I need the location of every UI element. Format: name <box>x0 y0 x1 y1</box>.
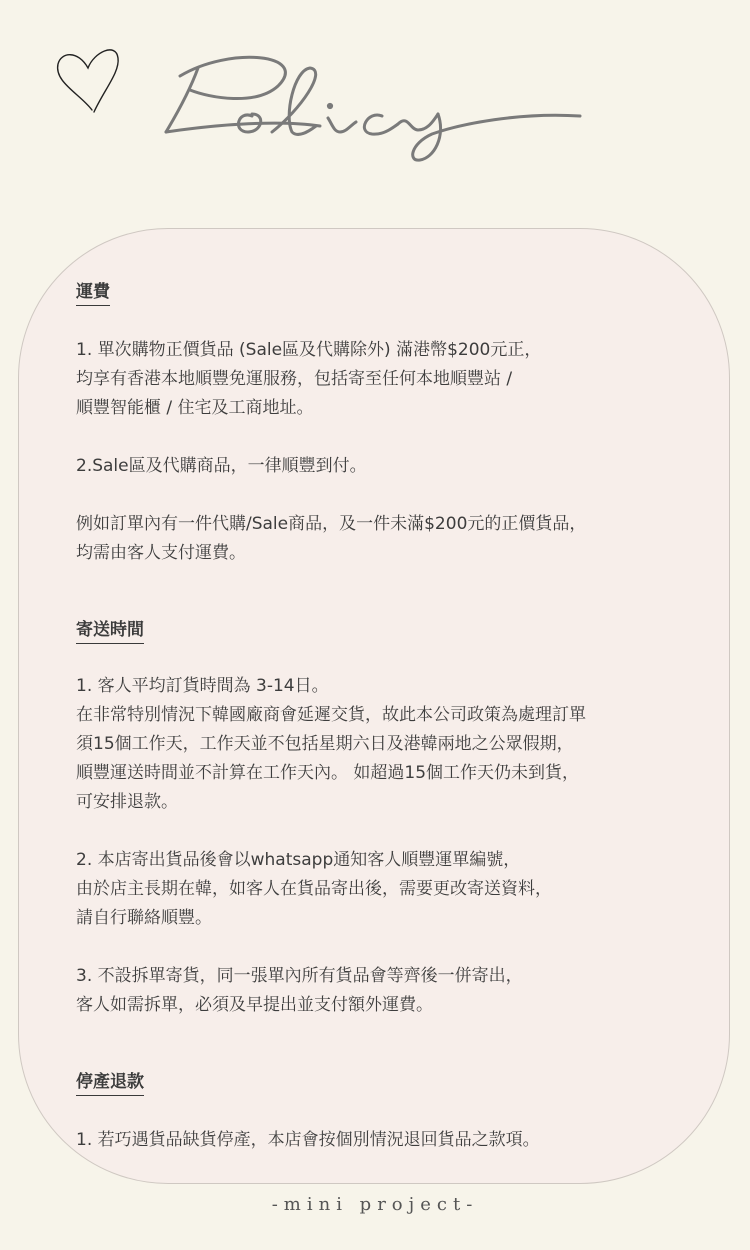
section-heading: 寄送時間 <box>76 618 144 644</box>
text-line: 均享有香港本地順豐免運服務，包括寄至任何本地順豐站 / <box>76 369 513 389</box>
section-heading: 停產退款 <box>76 1070 144 1096</box>
paragraph <box>76 452 716 481</box>
paragraph <box>76 672 716 817</box>
text-line: 請自行聯絡順豐。 <box>76 908 212 928</box>
paragraph <box>76 1126 716 1155</box>
text-line: 順豐智能櫃 / 住宅及工商地址。 <box>76 398 314 418</box>
text-line: 1. 客人平均訂貨時間為 3-14日。 <box>76 676 329 696</box>
text-line: 在非常特別情況下韓國廠商會延遲交貨，故此本公司政策為處理訂單 <box>76 705 586 725</box>
text-line: 2. 本店寄出貨品後會以whatsapp通知客人順豐運單編號， <box>76 850 521 870</box>
text-line: 可安排退款。 <box>76 792 178 812</box>
text-line: 1. 單次購物正價貨品 (Sale區及代購除外) 滿港幣$200元正， <box>76 340 542 360</box>
policy-content <box>76 280 716 1155</box>
section-discontinued-refund <box>76 1070 716 1155</box>
section-shipping-fee <box>76 280 716 568</box>
paragraph <box>76 510 716 568</box>
section-heading: 運費 <box>76 280 110 306</box>
text-line: 3. 不設拆單寄貨，同一張單內所有貨品會等齊後一併寄出， <box>76 966 523 986</box>
text-line: 均需由客人支付運費。 <box>76 543 246 563</box>
footer-brand: -mini project- <box>271 1194 479 1215</box>
text-line: 由於店主長期在韓，如客人在貨品寄出後，需要更改寄送資料， <box>76 879 552 899</box>
paragraph <box>76 846 716 933</box>
policy-title-script <box>160 40 600 180</box>
text-line: 順豐運送時間並不計算在工作天內。 如超過15個工作天仍未到貨， <box>76 763 580 783</box>
paragraph <box>76 962 716 1020</box>
text-line: 1. 若巧遇貨品缺貨停產，本店會按個別情況退回貨品之款項。 <box>76 1130 540 1150</box>
text-line: 例如訂單內有一件代購/Sale商品，及一件未滿$200元的正價貨品， <box>76 514 587 534</box>
text-line: 2.Sale區及代購商品，一律順豐到付。 <box>76 456 367 476</box>
paragraph <box>76 336 716 423</box>
section-delivery-time <box>76 618 716 1020</box>
text-line: 客人如需拆單，必須及早提出並支付額外運費。 <box>76 995 433 1015</box>
text-line: 須15個工作天，工作天並不包括星期六日及港韓兩地之公眾假期， <box>76 734 574 754</box>
heart-icon <box>50 42 130 117</box>
